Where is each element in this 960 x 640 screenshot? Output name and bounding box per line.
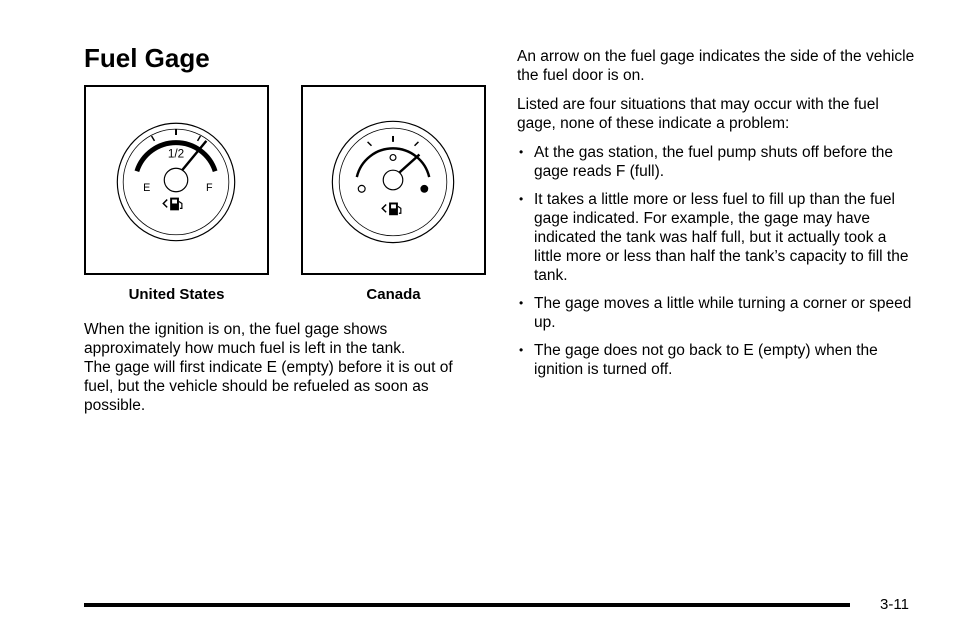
list-item xyxy=(517,190,917,285)
canada-gage-full-marker xyxy=(420,185,428,193)
canada-gage-empty-marker xyxy=(358,185,365,192)
page-number: 3-11 xyxy=(880,596,909,613)
us-gage-full-label: F xyxy=(205,181,213,194)
left-paragraph-2: The gage will first indicate E (empty) before it is out of fuel, but the vehicle should be refueled as soon as possible. xyxy=(84,359,453,414)
bullet-marker: • xyxy=(519,343,524,357)
right-paragraph-2: Listed are four situations that may occur with the fuel gage, none of these indicate a problem: xyxy=(517,96,879,132)
us-fuel-gage-illustration xyxy=(86,87,267,273)
bullet-marker: • xyxy=(519,145,524,159)
list-item-text: The gage does not go back to E (empty) when the ignition is turned off. xyxy=(534,342,878,378)
page-title: Fuel Gage xyxy=(84,43,210,73)
left-paragraph-1: When the ignition is on, the fuel gage shows approximately how much fuel is left in the tank. xyxy=(84,321,406,357)
list-item xyxy=(517,294,917,332)
canada-fuel-gage-figure xyxy=(301,85,486,275)
fuel-pump-icon xyxy=(163,198,182,211)
right-column xyxy=(517,47,917,388)
us-fuel-gage-figure xyxy=(84,85,269,275)
canada-figure-caption: Canada xyxy=(366,286,421,303)
canada-gage-needle-hub xyxy=(383,170,403,190)
us-gage-tick-three-quarter xyxy=(198,136,201,141)
us-gage-tick-quarter xyxy=(152,136,155,141)
us-gage-empty-label: E xyxy=(143,181,151,194)
canada-gage-half-marker xyxy=(390,155,396,161)
canada-gage-tick-quarter xyxy=(368,142,372,146)
us-figure-caption: United States xyxy=(128,286,225,303)
us-gage-half-label: 1/2 xyxy=(167,147,185,161)
list-item xyxy=(517,143,917,181)
right-paragraph-1: An arrow on the fuel gage indicates the side of the vehicle the fuel door is on. xyxy=(517,48,915,84)
situation-list xyxy=(517,143,917,379)
list-item-text: The gage moves a little while turning a corner or speed up. xyxy=(534,295,912,331)
list-item xyxy=(517,341,917,379)
list-item-text: It takes a little more or less fuel to fill up than the fuel gage indicated. For example, the gage may have indicated the tank was half full, but it actually took a little more or less than half the tank’s capacity to fill the tank. xyxy=(534,191,909,284)
canada-gage-tick-three-quarter xyxy=(415,142,419,146)
bullet-marker: • xyxy=(519,192,524,206)
footer-rule xyxy=(84,603,850,607)
canada-fuel-gage-illustration xyxy=(303,87,484,273)
fuel-pump-icon xyxy=(382,203,401,216)
list-item-text: At the gas station, the fuel pump shuts off before the gage reads F (full). xyxy=(534,144,894,180)
us-gage-needle-hub xyxy=(164,168,187,191)
bullet-marker: • xyxy=(519,296,524,310)
